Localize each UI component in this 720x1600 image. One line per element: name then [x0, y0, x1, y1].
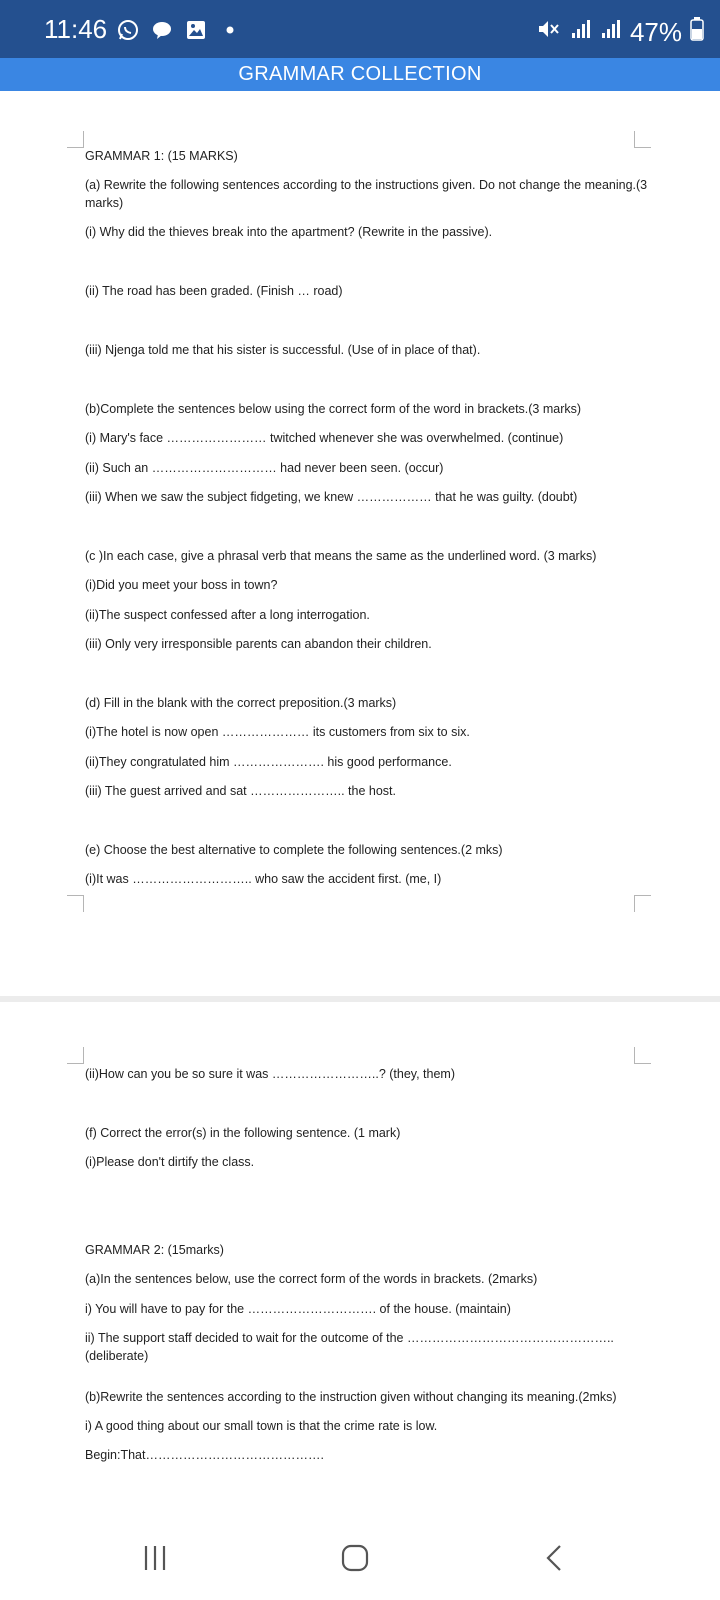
status-bar: [0, 0, 720, 58]
app-title-bar: [0, 58, 720, 91]
doc-paragraph: (a) Rewrite the following sentences according to the instructions given. Do not change the meaning.(3 marks): [85, 178, 648, 210]
doc-paragraph: Begin:That…………………………………….: [85, 1448, 324, 1462]
doc-paragraph: (ii) Such an ………………………… had never been seen. (occur): [85, 461, 444, 475]
doc-paragraph: (iii) When we saw the subject fidgeting, we knew ……………… that he was guilty. (doubt): [85, 490, 578, 504]
margin-corner: [634, 895, 651, 912]
doc-paragraph: (i) Why did the thieves break into the apartment? (Rewrite in the passive).: [85, 225, 493, 239]
battery-percent: 47%: [629, 17, 682, 47]
navigation-bar: [0, 1520, 720, 1600]
doc-paragraph: (i)The hotel is now open ………………… its customers from six to six.: [85, 725, 470, 739]
doc-paragraph: (ii) The road has been graded. (Finish … road): [85, 284, 343, 298]
doc-paragraph: (iii) The guest arrived and sat ………………….. the host.: [85, 784, 396, 798]
doc-paragraph: (a)In the sentences below, use the correct form of the words in brackets. (2marks): [85, 1272, 538, 1286]
doc-paragraph: (ii)How can you be so sure it was ……………………..? (they, them): [85, 1067, 456, 1081]
document-page-2[interactable]: [0, 1002, 720, 1600]
doc-paragraph: (d) Fill in the blank with the correct preposition.(3 marks): [85, 696, 397, 710]
doc-paragraph: (ii)They congratulated him …………………. his good performance.: [85, 755, 452, 769]
doc-paragraph: (i) Mary's face …………………… twitched whenever she was overwhelmed. (continue): [85, 431, 564, 445]
doc-paragraph: (i)Please don't dirtify the class.: [85, 1155, 255, 1169]
doc-paragraph: (f) Correct the error(s) in the following sentence. (1 mark): [85, 1126, 401, 1140]
home-button[interactable]: [335, 1540, 375, 1580]
doc-heading: GRAMMAR 2: (15marks): [85, 1243, 224, 1257]
doc-paragraph: (i)Did you meet your boss in town?: [85, 578, 278, 592]
doc-paragraph: (iii) Only very irresponsible parents can abandon their children.: [85, 637, 432, 651]
battery-icon: [690, 16, 704, 49]
recents-button[interactable]: [135, 1540, 175, 1580]
doc-paragraph: (iii) Njenga told me that his sister is successful. (Use of in place of that).: [85, 343, 481, 357]
back-icon: [540, 1543, 570, 1578]
doc-paragraph: (e) Choose the best alternative to complete the following sentences.(2 mks): [85, 843, 503, 857]
margin-corner: [634, 1047, 651, 1064]
doc-paragraph: (i)It was ……………………….. who saw the accident first. (me, I): [85, 872, 442, 886]
margin-corner: [67, 895, 84, 912]
doc-paragraph: i) You will have to pay for the …………………………. of the house. (maintain): [85, 1302, 511, 1316]
signal-icon: [600, 17, 622, 48]
signal-icon: [570, 17, 592, 48]
app-title: GRAMMAR COLLECTION: [238, 63, 482, 85]
recents-icon: [140, 1543, 170, 1578]
doc-paragraph: (ii)The suspect confessed after a long interrogation.: [85, 608, 370, 622]
status-time: 11:46: [44, 14, 108, 44]
doc-heading: GRAMMAR 1: (15 MARKS): [85, 149, 238, 163]
home-icon: [340, 1543, 370, 1578]
doc-paragraph: (c )In each case, give a phrasal verb that means the same as the underlined word. (3 marks): [85, 549, 597, 563]
document-page-1[interactable]: [0, 91, 720, 996]
margin-corner: [67, 131, 84, 148]
doc-paragraph: (b)Complete the sentences below using the correct form of the word in brackets.(3 marks): [85, 402, 582, 416]
chat-bubble-icon: [150, 18, 174, 47]
doc-paragraph: ii) The support staff decided to wait for the outcome of the …………………………………………..(deliberate): [85, 1331, 614, 1363]
margin-corner: [634, 131, 651, 148]
doc-paragraph: i) A good thing about our small town is that the crime rate is low.: [85, 1419, 438, 1433]
margin-corner: [67, 1047, 84, 1064]
image-icon: [184, 18, 208, 47]
doc-paragraph: (b)Rewrite the sentences according to the instruction given without changing its meaning.(2mks): [85, 1390, 617, 1404]
whatsapp-icon: [116, 18, 140, 47]
mute-icon: [536, 17, 562, 48]
dot-icon: [218, 18, 242, 47]
back-button[interactable]: [535, 1540, 575, 1580]
